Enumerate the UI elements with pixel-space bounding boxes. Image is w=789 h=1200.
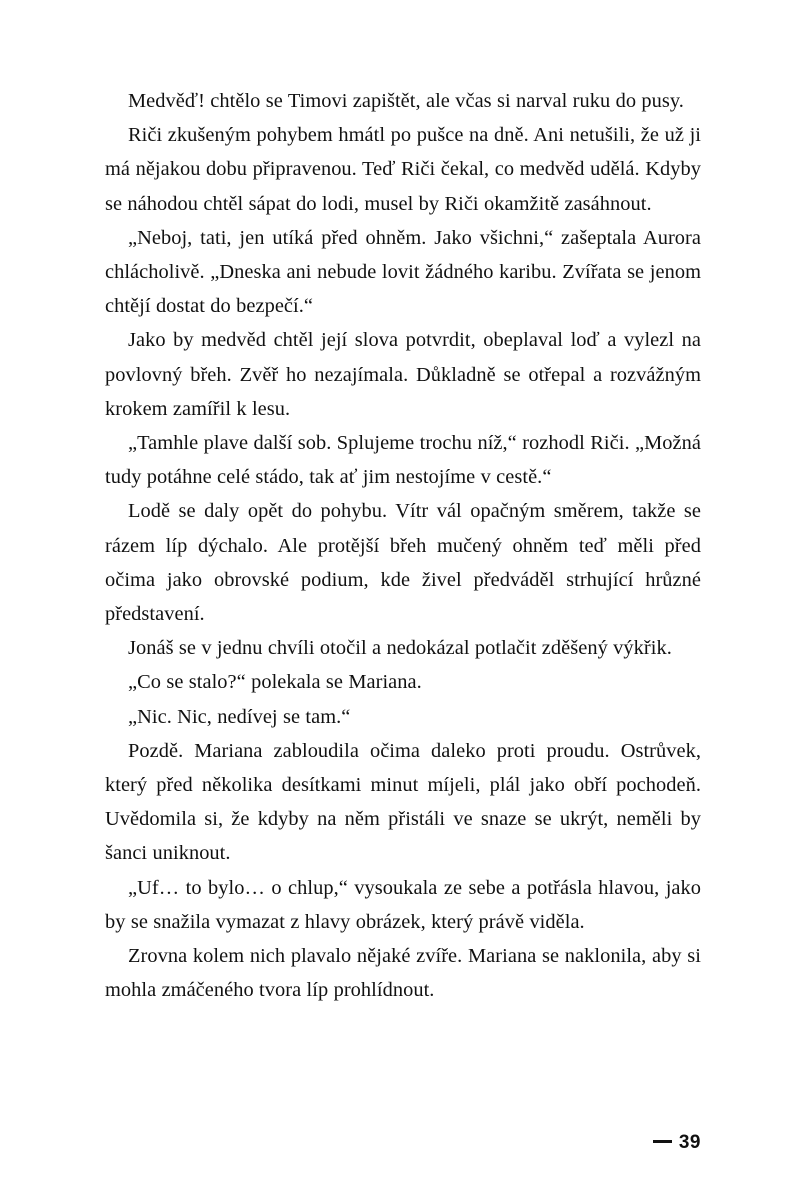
paragraph: Jako by medvěd chtěl její slova potvrdit, obeplaval loď a vylezl na povlovný břeh. Zvěř ho nezajímala. Důkladně se otřepal a rozvážným krokem zamířil k lesu.: [105, 329, 701, 420]
paragraph: Jonáš se v jednu chvíli otočil a nedokázal potlačit zděšený výkřik.: [128, 637, 672, 660]
paragraph: Riči zkušeným pohybem hmátl po pušce na dně. Ani netušili, že už ji má nějakou dobu připravenou. Teď Riči čekal, co medvěd udělá. Kdyby se náhodou chtěl sápat do lodi, musel by Riči okamžitě zasáhnout.: [105, 124, 701, 215]
paragraph: Pozdě. Mariana zabloudila očima daleko proti proudu. Ostrůvek, který před několika desítkami minut míjeli, plál jako obří pochodeň. Uvědomila si, že kdyby na něm přistáli ve snaze se ukrýt, neměli by šanci uniknout.: [105, 739, 701, 865]
folio-rule-icon: [653, 1140, 672, 1143]
paragraph: Lodě se daly opět do pohybu. Vítr vál opačným směrem, takže se rázem líp dýchalo. Ale protější břeh mučený ohněm teď měli před očima jako obrovské podium, kde živel předváděl strhující hrůzné představení.: [105, 500, 701, 626]
paragraph: Zrovna kolem nich plavalo nějaké zvíře. Mariana se naklonila, aby si mohla zmáčeného tvora líp prohlídnout.: [105, 945, 701, 1002]
paragraph: „Uf… to bylo… o chlup,“ vysoukala ze sebe a potřásla hlavou, jako by se snažila vymazat z hlavy obrázek, který právě viděla.: [105, 876, 701, 933]
paragraph: „Tamhle plave další sob. Splujeme trochu níž,“ rozhodl Riči. „Možná tudy potáhne celé stádo, tak ať jim nestojíme v cestě.“: [105, 432, 701, 489]
page-number: 39: [678, 1132, 701, 1153]
page-number-footer: [0, 1132, 701, 1154]
paragraph: Medvěď! chtělo se Timovi zapištět, ale včas si narval ruku do pusy.: [128, 90, 684, 112]
paragraph: „Nic. Nic, nedívej se tam.“: [128, 705, 351, 728]
paragraph: „Neboj, tati, jen utíká před ohněm. Jako všichni,“ zašeptala Aurora chlácholivě. „Dneska ani nebude lovit žádného karibu. Zvířata se jenom chtějí dostat do bezpečí.“: [105, 226, 701, 318]
paragraph: „Co se stalo?“ polekala se Mariana.: [128, 671, 422, 694]
page-text-block: [105, 84, 701, 1007]
